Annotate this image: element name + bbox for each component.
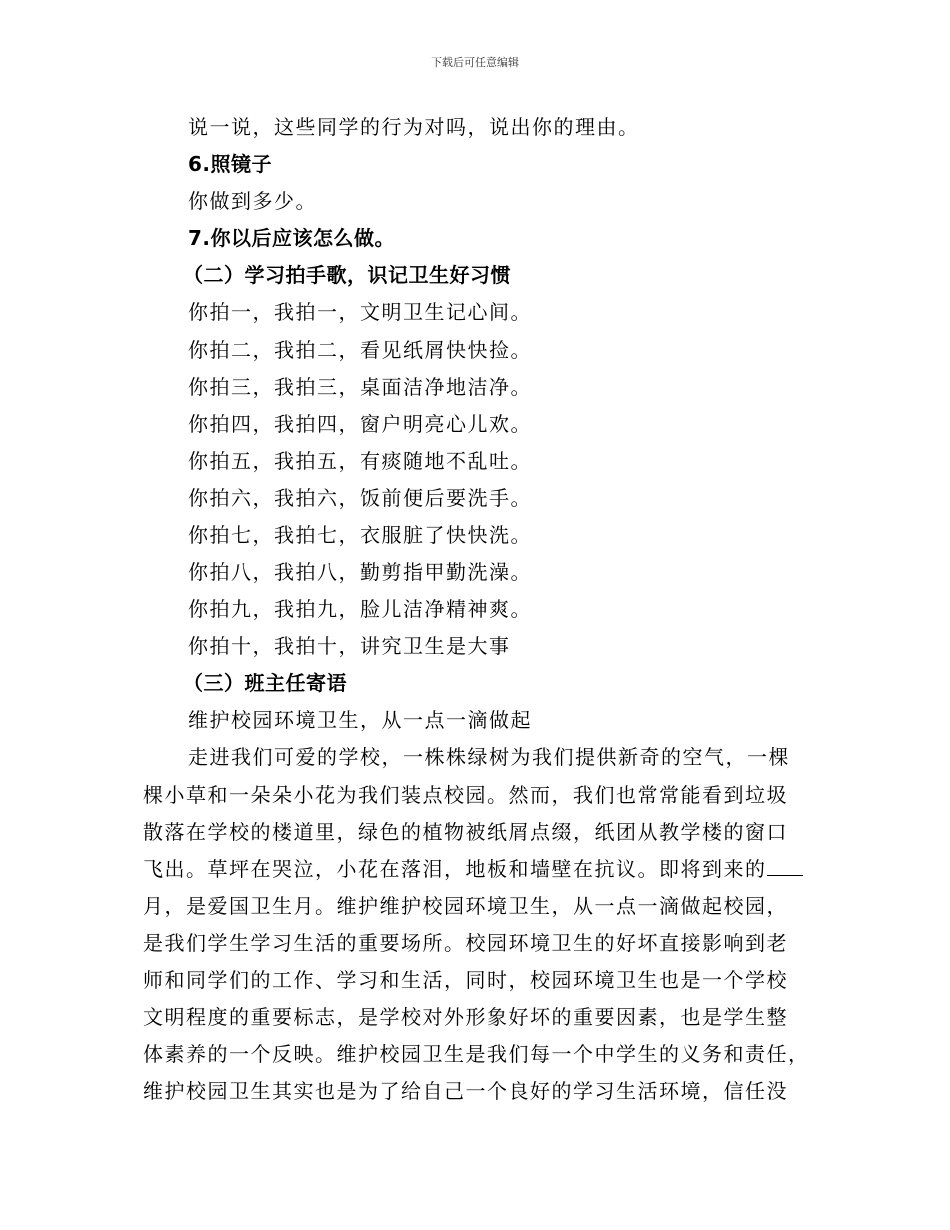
rhyme-line: 你拍六，我拍六，饭前便后要洗手。 [188,486,532,510]
rhyme-line: 你拍三，我拍三，桌面洁净地洁净。 [188,375,532,399]
rhyme-line: 你拍一，我拍一，文明卫生记心间。 [188,300,532,324]
rhyme-line: 你拍十，我拍十，讲究卫生是大事 [188,634,511,658]
paragraph-line: 散落在学校的楼道里，绿色的植物被纸屑点缀，纸团从教学楼的窗口 [143,820,788,844]
paragraph-line: 走进我们可爱的学校，一株株绿树为我们提供新奇的空气，一棵 [188,745,790,769]
rhyme-line: 你拍五，我拍五，有痰随地不乱吐。 [188,449,532,473]
paragraph-line: 棵小草和一朵朵小花为我们装点校园。然而，我们也常常能看到垃圾 [143,783,788,807]
text-line: 你做到多少。 [188,189,317,213]
rhyme-line: 你拍七，我拍七，衣服脏了快快洗。 [188,523,532,547]
section-heading: （二）学习拍手歌，识记卫生好习惯 [183,263,511,287]
paragraph-line: 月，是爱国卫生月。维护维护校园环境卫生，从一点一滴做起校园， [143,894,788,918]
rhyme-line: 你拍九，我拍九，脸儿洁净精神爽。 [188,597,532,621]
paragraph-line: 维护校园卫生其实也是为了给自己一个良好的学习生活环境，信任没 [143,1079,788,1103]
rhyme-line: 你拍四，我拍四，窗户明亮心儿欢。 [188,412,532,436]
paragraph-line: 师和同学们的工作、学习和生活，同时，校园环境卫生也是一个学校 [143,968,788,992]
paragraph-line: 体素养的一个反映。维护校园卫生是我们每一个中学生的义务和责任， [143,1042,810,1066]
section-heading: 7.你以后应该怎么做。 [188,226,396,250]
text-line: 说一说，这些同学的行为对吗，说出你的理由。 [188,115,640,139]
paragraph-line: 是我们学生学习生活的重要场所。校园环境卫生的好坏直接影响到老 [143,931,788,955]
rhyme-line: 你拍二，我拍二，看见纸屑快快捡。 [188,338,532,362]
section-heading: 6.照镜子 [188,152,273,176]
rhyme-line: 你拍八，我拍八，勤剪指甲勤洗澡。 [188,560,532,584]
section-heading: （三）班主任寄语 [183,671,347,695]
paragraph-line [143,857,803,881]
essay-title: 维护校园环境卫生，从一点一滴做起 [188,708,532,732]
paragraph-line-text: 飞出。草坪在哭泣，小花在落泪，地板和墙壁在抗议。即将到来的 [143,857,767,881]
fill-in-blank [767,857,803,876]
page-header: 下载后可任意编辑 [431,56,519,69]
paragraph-line: 文明程度的重要标志，是学校对外形象好坏的重要因素，也是学生整 [143,1005,788,1029]
